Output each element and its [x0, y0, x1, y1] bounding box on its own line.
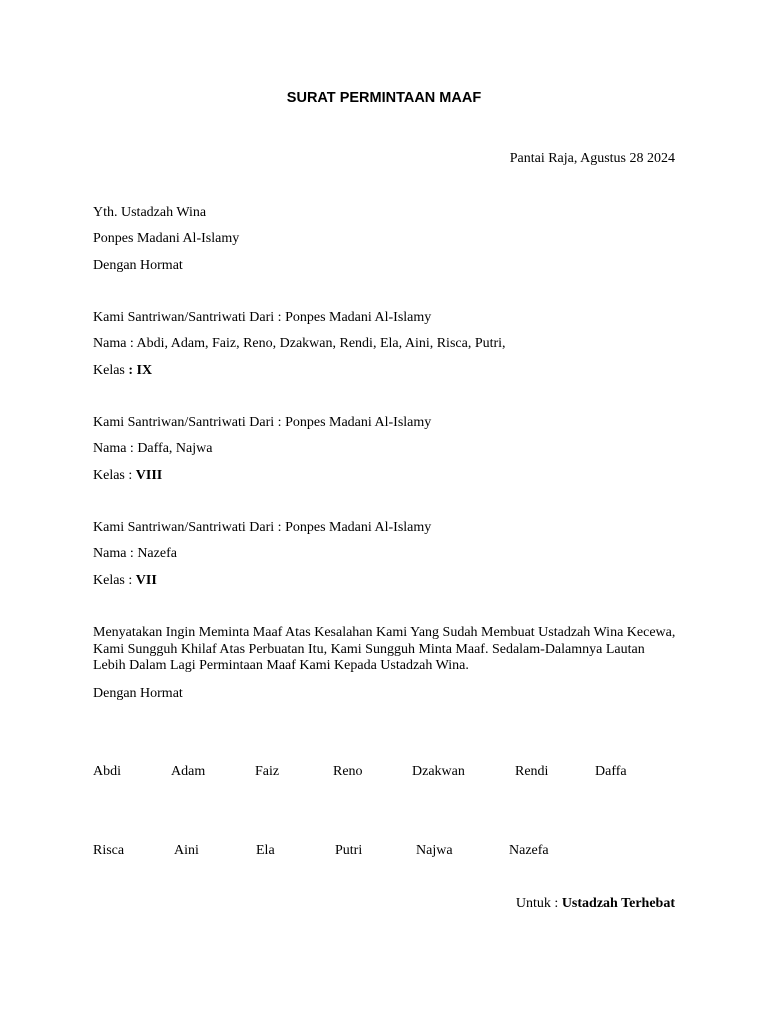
signature-name: Daffa [595, 764, 627, 779]
footer-value: Ustadzah Terhebat [561, 896, 675, 911]
signature-name: Ela [256, 843, 275, 858]
signature-name: Adam [171, 764, 206, 779]
group-class [93, 468, 162, 484]
class-value: : IX [128, 363, 153, 378]
opening-greeting: Dengan Hormat [93, 258, 183, 273]
signature-name: Reno [333, 764, 363, 779]
class-label: Kelas : [93, 468, 136, 483]
class-value: VIII [135, 468, 163, 483]
group-names: Nama : Daffa, Najwa [93, 441, 213, 456]
signature-name: Najwa [416, 843, 453, 858]
group-from: Kami Santriwan/Santriwati Dari : Ponpes Madani Al-Islamy [93, 310, 432, 325]
signature-name: Risca [93, 843, 125, 858]
signature-name: Dzakwan [412, 764, 465, 779]
signature-name: Rendi [515, 764, 549, 779]
group-class [93, 363, 152, 379]
group-from: Kami Santriwan/Santriwati Dari : Ponpes Madani Al-Islamy [93, 415, 432, 430]
group-names: Nama : Abdi, Adam, Faiz, Reno, Dzakwan, Rendi, Ela, Aini, Risca, Putri, [93, 336, 506, 351]
footer-label: Untuk : [515, 896, 562, 911]
apology-body: Menyatakan Ingin Meminta Maaf Atas Kesalahan Kami Yang Sudah Membuat Ustadzah Wina Kecewa, Kami Sungguh Khilaf Atas Perbuatan Itu, Kami Sungguh Minta Maaf. Sedalam-Dalamnya Lautan Lebih Dalam Lagi Permintaan Maaf Kami Kepada Ustadzah Wina. [93, 625, 676, 673]
place-date: Pantai Raja, Agustus 28 2024 [509, 151, 675, 166]
letter-title: SURAT PERMINTAAN MAAF [286, 90, 482, 106]
signature-name: Abdi [93, 764, 121, 779]
group-class [93, 573, 157, 589]
addressee-footer [516, 896, 675, 912]
signature-name: Nazefa [509, 843, 549, 858]
class-label: Kelas [93, 363, 129, 378]
recipient-institution: Ponpes Madani Al-Islamy [93, 231, 240, 246]
recipient-name: Yth. Ustadzah Wina [93, 205, 207, 220]
group-names: Nama : Nazefa [93, 546, 177, 561]
closing-greeting: Dengan Hormat [93, 686, 183, 701]
signature-name: Putri [335, 843, 363, 858]
class-label: Kelas : [93, 573, 136, 588]
group-from: Kami Santriwan/Santriwati Dari : Ponpes Madani Al-Islamy [93, 520, 432, 535]
signature-name: Aini [174, 843, 199, 858]
class-value: VII [135, 573, 157, 588]
signature-name: Faiz [255, 764, 280, 779]
